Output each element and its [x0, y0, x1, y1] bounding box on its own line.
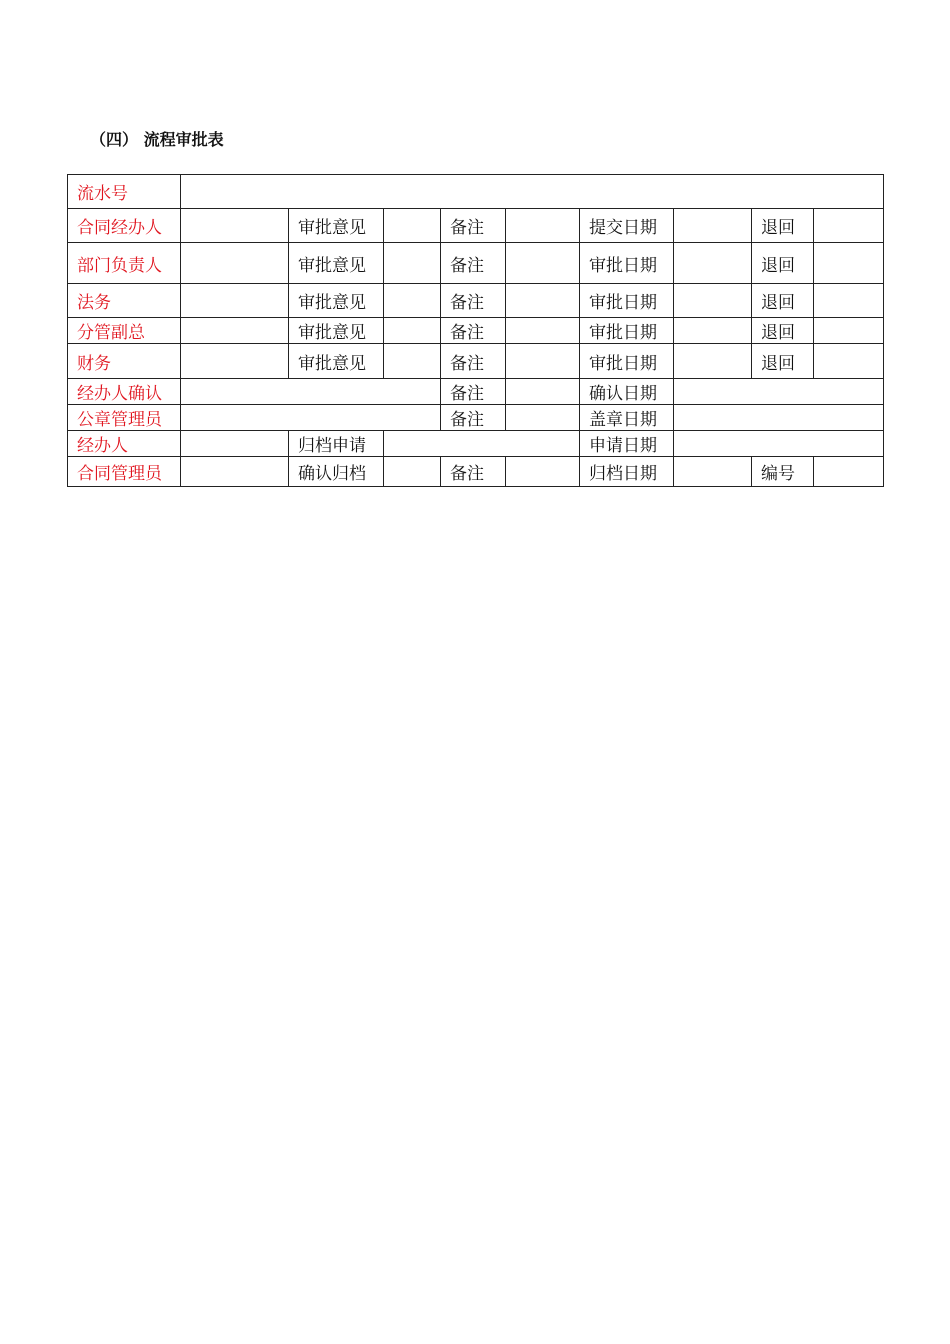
role-cell: 合同管理员 — [68, 457, 181, 487]
number-value-cell[interactable] — [814, 457, 884, 487]
opinion-value-cell[interactable] — [384, 318, 441, 344]
opinion-label: 审批意见 — [289, 318, 384, 344]
date-value-cell[interactable] — [674, 457, 752, 487]
opinion-value-cell[interactable] — [384, 284, 441, 318]
date-label: 审批日期 — [580, 284, 674, 318]
date-value-cell[interactable] — [674, 344, 752, 379]
return-value-cell[interactable] — [814, 243, 884, 284]
section-heading — [90, 127, 224, 150]
table-row-seal-admin — [68, 405, 884, 431]
return-value-cell[interactable] — [814, 344, 884, 379]
remark-label: 备注 — [441, 243, 506, 284]
table-row-approval — [68, 284, 884, 318]
table-row-approval — [68, 243, 884, 284]
date-label: 审批日期 — [580, 318, 674, 344]
date-label: 归档日期 — [580, 457, 674, 487]
opinion-label: 审批意见 — [289, 284, 384, 318]
date-label: 确认日期 — [580, 379, 674, 405]
serial-label: 流水号 — [68, 175, 181, 209]
opinion-label: 审批意见 — [289, 344, 384, 379]
confirm-signature-cell[interactable] — [181, 379, 441, 405]
table-row-handler — [68, 431, 884, 457]
date-value-cell[interactable] — [674, 209, 752, 243]
return-value-cell[interactable] — [814, 209, 884, 243]
role-cell: 部门负责人 — [68, 243, 181, 284]
date-value-cell[interactable] — [674, 405, 884, 431]
remark-value-cell[interactable] — [506, 284, 580, 318]
signature-cell[interactable] — [181, 457, 289, 487]
return-label: 退回 — [752, 243, 814, 284]
signature-cell[interactable] — [181, 243, 289, 284]
date-label: 申请日期 — [580, 431, 674, 457]
signature-cell[interactable] — [181, 284, 289, 318]
remark-value-cell[interactable] — [506, 457, 580, 487]
role-cell: 公章管理员 — [68, 405, 181, 431]
date-value-cell[interactable] — [674, 284, 752, 318]
date-label: 审批日期 — [580, 344, 674, 379]
table-row-approval — [68, 209, 884, 243]
opinion-label: 审批意见 — [289, 243, 384, 284]
opinion-label: 审批意见 — [289, 209, 384, 243]
remark-value-cell[interactable] — [506, 243, 580, 284]
remark-label: 备注 — [441, 209, 506, 243]
remark-value-cell[interactable] — [506, 405, 580, 431]
date-value-cell[interactable] — [674, 431, 884, 457]
remark-value-cell[interactable] — [506, 379, 580, 405]
opinion-value-cell[interactable] — [384, 209, 441, 243]
signature-cell[interactable] — [181, 344, 289, 379]
role-cell: 经办人 — [68, 431, 181, 457]
table-row-approval — [68, 318, 884, 344]
return-label: 退回 — [752, 284, 814, 318]
signature-cell[interactable] — [181, 209, 289, 243]
return-value-cell[interactable] — [814, 284, 884, 318]
remark-label: 备注 — [441, 405, 506, 431]
return-label: 退回 — [752, 344, 814, 379]
confirm-archive-label: 确认归档 — [289, 457, 384, 487]
opinion-value-cell[interactable] — [384, 344, 441, 379]
signature-cell[interactable] — [181, 431, 289, 457]
number-label: 编号 — [752, 457, 814, 487]
section-number: （四） — [90, 130, 139, 149]
section-title: 流程审批表 — [143, 130, 224, 149]
role-cell: 法务 — [68, 284, 181, 318]
role-cell: 财务 — [68, 344, 181, 379]
date-value-cell[interactable] — [674, 318, 752, 344]
table-row-contract-admin — [68, 457, 884, 487]
signature-cell[interactable] — [181, 318, 289, 344]
date-label: 提交日期 — [580, 209, 674, 243]
serial-value-cell[interactable] — [181, 175, 884, 209]
date-label: 盖章日期 — [580, 405, 674, 431]
return-label: 退回 — [752, 318, 814, 344]
remark-value-cell[interactable] — [506, 344, 580, 379]
remark-label: 备注 — [441, 379, 506, 405]
table-row-approval — [68, 344, 884, 379]
archive-apply-value-cell[interactable] — [384, 431, 580, 457]
opinion-value-cell[interactable] — [384, 243, 441, 284]
table-row-serial — [68, 175, 884, 209]
confirm-archive-value-cell[interactable] — [384, 457, 441, 487]
approval-table — [67, 174, 884, 487]
role-cell: 经办人确认 — [68, 379, 181, 405]
date-value-cell[interactable] — [674, 379, 884, 405]
return-value-cell[interactable] — [814, 318, 884, 344]
role-cell: 分管副总 — [68, 318, 181, 344]
remark-label: 备注 — [441, 457, 506, 487]
remark-label: 备注 — [441, 318, 506, 344]
table-row-handler-confirm — [68, 379, 884, 405]
seal-signature-cell[interactable] — [181, 405, 441, 431]
remark-value-cell[interactable] — [506, 318, 580, 344]
remark-label: 备注 — [441, 344, 506, 379]
role-cell: 合同经办人 — [68, 209, 181, 243]
archive-apply-label: 归档申请 — [289, 431, 384, 457]
date-value-cell[interactable] — [674, 243, 752, 284]
return-label: 退回 — [752, 209, 814, 243]
remark-value-cell[interactable] — [506, 209, 580, 243]
remark-label: 备注 — [441, 284, 506, 318]
date-label: 审批日期 — [580, 243, 674, 284]
